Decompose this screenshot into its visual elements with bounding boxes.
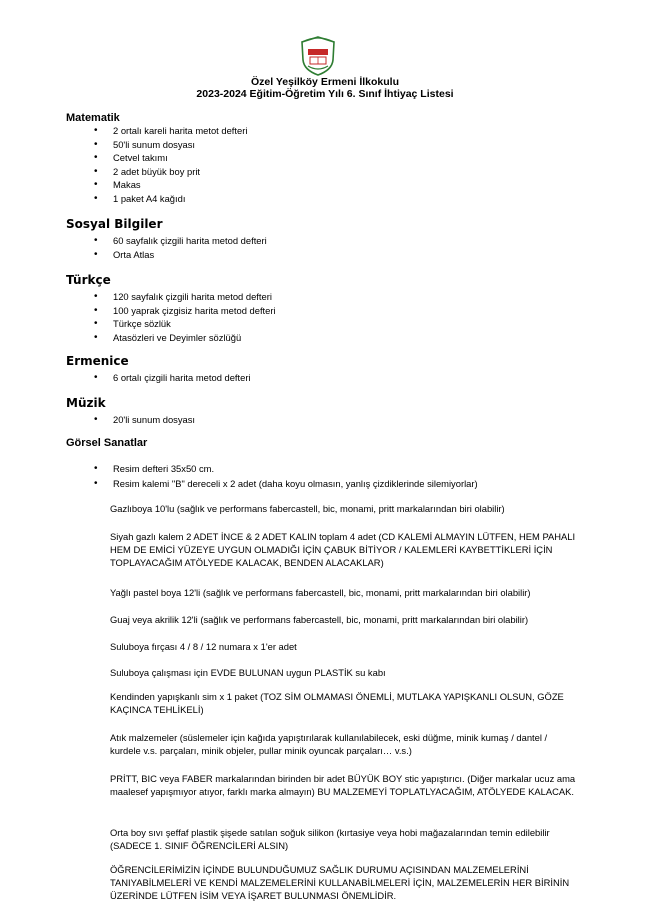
list-item: • Orta Atlas [94, 248, 267, 262]
paragraph-guaj: Guaj veya akrilik 12'li (sağlık ve performans fabercastell, bic, monami, pritt markalarından biri olabilir) [110, 614, 529, 625]
list-sosyal-bilgiler [94, 234, 267, 261]
list-muzik [94, 413, 195, 427]
paragraph-gazliboya: Gazlıboya 10'lu (sağlık ve performans fabercastell, bic, monami, pritt markalarından biri olabilir) [110, 503, 505, 514]
list-item: • 60 sayfalık çizgili harita metod defteri [94, 234, 267, 248]
paragraph-suluboya-fircasi: Suluboya fırçası 4 / 8 / 12 numara x 1'er adet [110, 641, 297, 652]
paragraph-yagli-pastel: Yağlı pastel boya 12'li (sağlık ve performans fabercastell, bic, monami, pritt markalarından biri olabilir) [110, 587, 531, 598]
list-item: • Atasözleri ve Deyimler sözlüğü [94, 331, 276, 345]
paragraph-su-kabi: Suluboya çalışması için EVDE BULUNAN uygun PLASTİK su kabı [110, 667, 386, 678]
paragraph-yapistirici: PRİTT, BIC veya FABER markalarından birinden bir adet BÜYÜK BOY stic yapıştırıcı. (Diğer markalar ucuz ama maalesef yapışmıyor atıyor, farklı marka almayın) BU MALZEMEYİ TOPLATLYACAĞIM, ATÖLYEDE KALACAK. [110, 773, 576, 798]
list-item: • Makas [94, 178, 247, 192]
list-item: • 2 adet büyük boy prit [94, 165, 247, 179]
list-title: 2023-2024 Eğitim-Öğretim Yılı 6. Sınıf İhtiyaç Listesi [196, 88, 454, 100]
list-item: • Cetvel takımı [94, 151, 247, 165]
paragraph-silikon: Orta boy sıvı şeffaf plastik şişede satılan soğuk silikon (kırtasiye veya hobi mağazalarından temin edilebilir (SADECE 1. SINIF ÖĞRENCİLERİ ALSIN) [110, 827, 550, 852]
list-gorsel-sanatlar [94, 462, 478, 491]
list-matematik [94, 124, 247, 206]
section-title-sosyal-bilgiler: Sosyal Bilgiler [66, 217, 163, 231]
list-item: • Resim kalemi "B" dereceli x 2 adet (daha koyu olmasın, yanlış çizdiklerinde silemiyorlar) [94, 477, 478, 492]
paragraph-atik-malzemeler: Atık malzemeler (süslemeler için kağıda yapıştırılarak kullanılabilecek, eski düğme, minik kumaş / dantel / kurdele v.s. parçaları, minik objeler, pullar minik oyuncak parçaları… v.s.) [110, 732, 548, 757]
list-turkce [94, 290, 276, 344]
list-item: • 50'li sunum dosyası [94, 138, 247, 152]
list-ermenice [94, 371, 251, 385]
list-item: • 6 ortalı çizgili harita metod defteri [94, 371, 251, 385]
section-title-matematik: Matematik [66, 112, 120, 124]
list-item: • Resim defteri 35x50 cm. [94, 462, 478, 477]
paragraph-isim-notu: ÖĞRENCİLERİMİZİN İÇİNDE BULUNDUĞUMUZ SAĞLIK DURUMU AÇISINDAN MALZEMELERİNİ TANIYABİLMELERİ VE KENDİ MALZEMELERİNİ KULLANABİLMELERİ İÇİN, MALZEMELERİN HER BİRİNİN ÜZERİNDE LÜTFEN İSİM VEYA İŞARET BULUNMASI ÖNEMLİDİR. [110, 864, 570, 902]
paragraph-sim: Kendinden yapışkanlı sim x 1 paket (TOZ SİM OLMAMASI ÖNEMLİ, MUTLAKA YAPIŞKANLI OLSUN, GÖZE KAÇINCA TEHLİKELİ) [110, 691, 564, 716]
section-title-ermenice: Ermenice [66, 354, 129, 368]
school-name: Özel Yeşilköy Ermeni İlkokulu [250, 76, 400, 88]
section-title-turkce: Türkçe [66, 273, 111, 287]
paragraph-siyah-gazli-kalem: Siyah gazlı kalem 2 ADET İNCE & 2 ADET KALIN toplam 4 adet (CD KALEMİ ALMAYIN LÜTFEN, HEM PAHALI HEM DE EMİCİ YÜZEYE UYGUN OLMADIĞI İÇİN ÇABUK BİTİYOR / KALEMLERİ KAYBETTİKLERİ İÇİN TOPLAYACAĞIM ATÖLYEDE KALACAK, BENDEN ALACAKLAR) [110, 531, 576, 569]
list-item: • 2 ortalı kareli harita metot defteri [94, 124, 247, 138]
list-item: • Türkçe sözlük [94, 317, 276, 331]
list-item: • 120 sayfalık çizgili harita metod defteri [94, 290, 276, 304]
list-item: • 20'li sunum dosyası [94, 413, 195, 427]
list-item: • 1 paket A4 kağıdı [94, 192, 247, 206]
list-item: • 100 yaprak çizgisiz harita metod defteri [94, 304, 276, 318]
section-title-muzik: Müzik [66, 396, 106, 410]
section-title-gorsel-sanatlar: Görsel Sanatlar [66, 437, 148, 449]
school-logo [299, 36, 337, 76]
